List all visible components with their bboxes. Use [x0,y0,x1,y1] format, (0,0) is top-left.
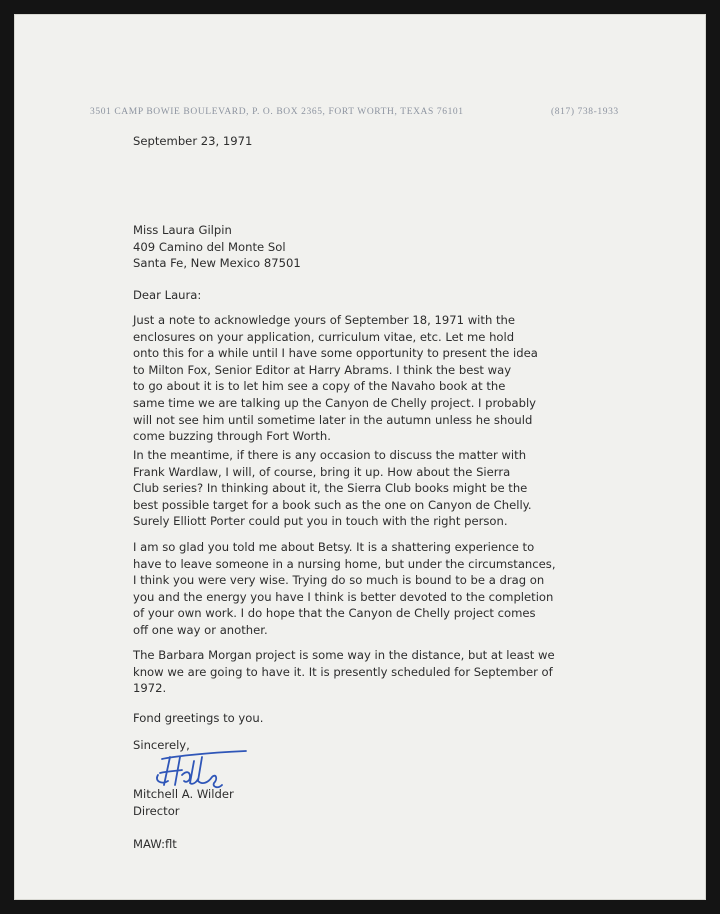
text-line: I am so glad you told me about Betsy. It is a shattering experience to [133,540,535,554]
text-line: Surely Elliott Porter could put you in touch with the right person. [133,514,508,529]
letterhead-phone: (817) 738-1933 [551,107,619,117]
text-line: I think you were very wise. Trying do so much is bound to be a drag on [133,573,545,588]
closing: Sincerely, [133,738,190,752]
recipient-city: Santa Fe, New Mexico 87501 [133,256,301,271]
text-line: off one way or another. [133,622,268,637]
text-line: Frank Wardlaw, I will, of course, bring it up. How about the Sierra [133,464,511,479]
paragraph-1 [133,312,538,445]
salutation: Dear Laura: [133,288,202,302]
text-line: have to leave someone in a nursing home, but under the circumstances, [133,556,556,571]
text-line: know we are going to have it. It is presently scheduled for September of [133,664,553,679]
letter-date: September 23, 1971 [133,134,253,148]
text-line: Club series? In thinking about it, the Sierra Club books might be the [133,481,528,496]
text-line: to Milton Fox, Senior Editor at Harry Abrams. I think the best way [133,362,512,377]
text-line: of your own work. I do hope that the Canyon de Chelly project comes [133,606,536,621]
text-line: onto this for a while until I have some opportunity to present the idea [133,346,538,361]
letterhead-address: 3501 CAMP BOWIE BOULEVARD, P. O. BOX 2365, FORT WORTH, TEXAS 76101 [90,107,464,117]
letterhead-watermark [124,66,624,106]
text-line: to go about it is to let him see a copy of the Navaho book at the [133,379,506,394]
text-line: Just a note to acknowledge yours of September 18, 1971 with the [133,313,516,327]
text-line: you and the energy you have I think is better devoted to the completion [133,589,554,604]
recipient-address [133,222,301,272]
recipient-street: 409 Camino del Monte Sol [133,239,286,254]
paragraph-3 [133,539,556,639]
paragraph-2 [133,447,532,530]
signer-name: Mitchell A. Wilder [133,787,234,801]
text-line: come buzzing through Fort Worth. [133,429,331,444]
recipient-name: Miss Laura Gilpin [133,223,232,237]
closing-greeting: Fond greetings to you. [133,711,264,725]
text-line: In the meantime, if there is any occasion to discuss the matter with [133,448,527,462]
signer-title: Director [133,804,180,818]
text-line: same time we are talking up the Canyon de Chelly project. I probably [133,395,537,410]
typist-initials: MAW:flt [133,837,177,851]
text-line: enclosures on your application, curriculum vitae, etc. Let me hold [133,329,515,344]
text-line: 1972. [133,681,167,696]
paragraph-4 [133,647,555,697]
text-line: will not see him until sometime later in the autumn unless he should [133,412,533,427]
text-line: The Barbara Morgan project is some way in the distance, but at least we [133,648,555,662]
text-line: best possible target for a book such as the one on Canyon de Chelly. [133,497,532,512]
